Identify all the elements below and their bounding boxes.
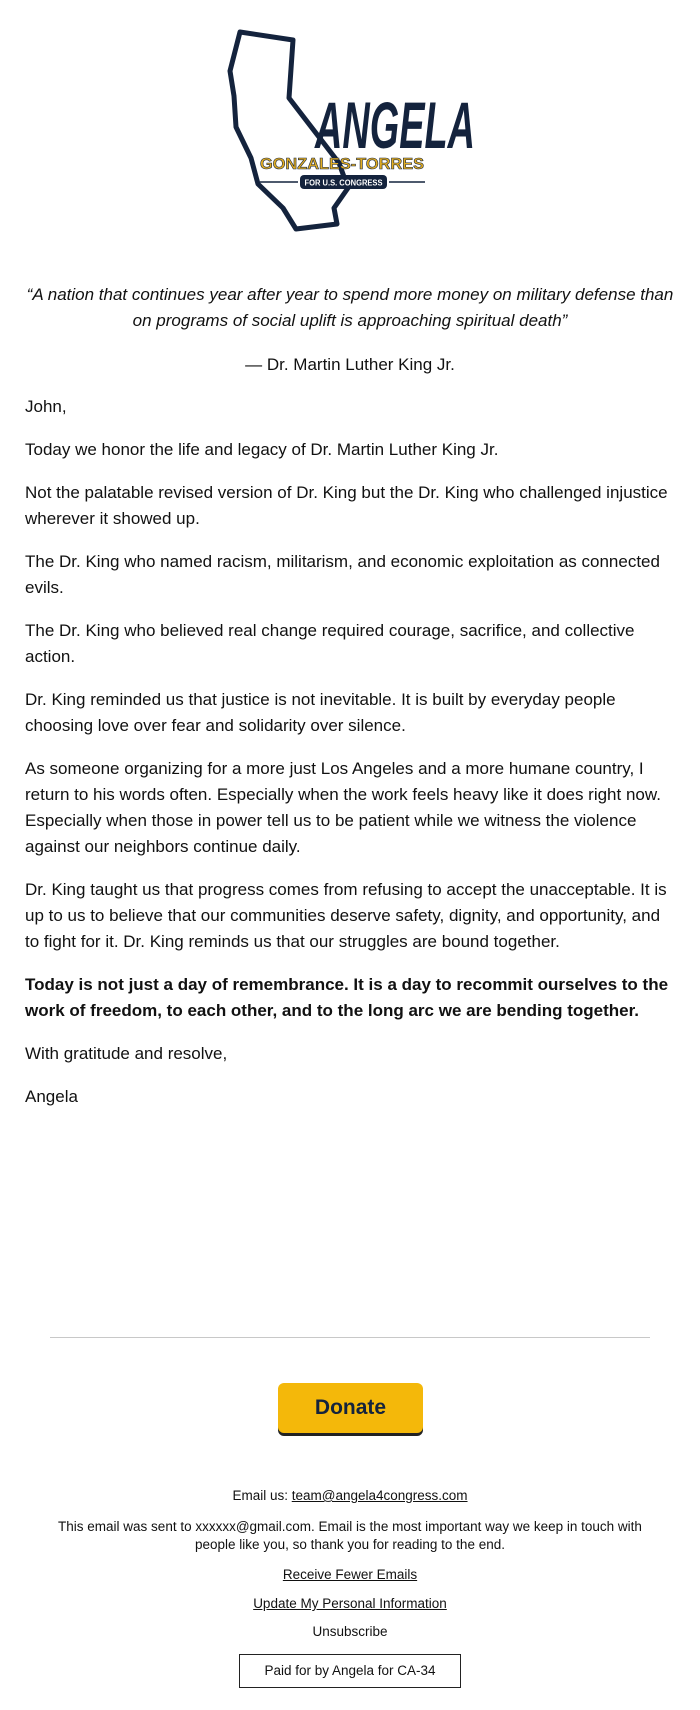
email-label: Email us: [232,1488,292,1503]
logo-tagline: FOR U.S. CONGRESS [304,178,384,188]
letter-signature: Angela [25,1087,78,1106]
logo-name-last: GONZALES-TORRES [260,156,425,173]
footer-fewer-emails-row [50,1566,650,1584]
paid-for-disclaimer: Paid for by Angela for CA-34 [239,1654,461,1688]
quote-author: — Dr. Martin Luther King Jr. [245,355,455,374]
letter-paragraph: Dr. King taught us that progress comes from refusing to accept the unacceptable. It is up to us to believe that our communities deserve safety, dignity, and opportunity, and to fight for it. Dr. King reminds us that our struggles are bound together. [25,880,667,951]
letter-paragraph: Today we honor the life and legacy of Dr. Martin Luther King Jr. [25,440,499,459]
letter-paragraph: The Dr. King who named racism, militarism, and economic exploitation as connected evils. [25,552,660,597]
footer-email-line [50,1487,650,1505]
letter-bold-paragraph: Today is not just a day of remembrance. It is a day to recommit ourselves to the work of freedom, to each other, and to the long arc we are bending together. [25,975,669,1020]
unsubscribe-link[interactable]: Unsubscribe [312,1624,388,1639]
donate-button[interactable]: Donate [278,1383,423,1433]
receive-fewer-emails-link[interactable]: Receive Fewer Emails [282,1567,418,1582]
campaign-logo [0,24,700,264]
letter-paragraph: Dr. King reminded us that justice is not inevitable. It is built by everyday people choosing love over fear and solidarity over silence. [25,690,616,735]
letter-closing: With gratitude and resolve, [25,1044,228,1063]
footer-divider [50,1337,650,1338]
email-link[interactable]: team@angela4congress.com [291,1488,468,1503]
letter-greeting: John, [25,397,67,416]
logo-name-first: ANGELA [313,88,475,162]
update-personal-info-link[interactable]: Update My Personal Information [253,1596,447,1611]
letter-paragraph: As someone organizing for a more just Los Angeles and a more humane country, I return to his words often. Especially when the work feels heavy like it does right now. Especially when those in power tell us to be patient while we witness the violence against our neighbors continue daily. [25,759,661,856]
footer-update-info-row [50,1595,650,1613]
mlk-quote: “A nation that continues year after year to spend more money on military defense than on programs of social uplift is approaching spiritual death” [26,285,674,330]
footer-notice: This email was sent to xxxxxx@gmail.com. Email is the most important way we keep in touch with people like you, so thank you for reading to the end. [58,1519,642,1552]
letter-paragraph: Not the palatable revised version of Dr. King but the Dr. King who challenged injustice wherever it showed up. [25,483,668,528]
letter-body [25,394,675,1127]
california-outline-logo [225,24,475,264]
letter-paragraph: The Dr. King who believed real change required courage, sacrifice, and collective action. [25,621,635,666]
